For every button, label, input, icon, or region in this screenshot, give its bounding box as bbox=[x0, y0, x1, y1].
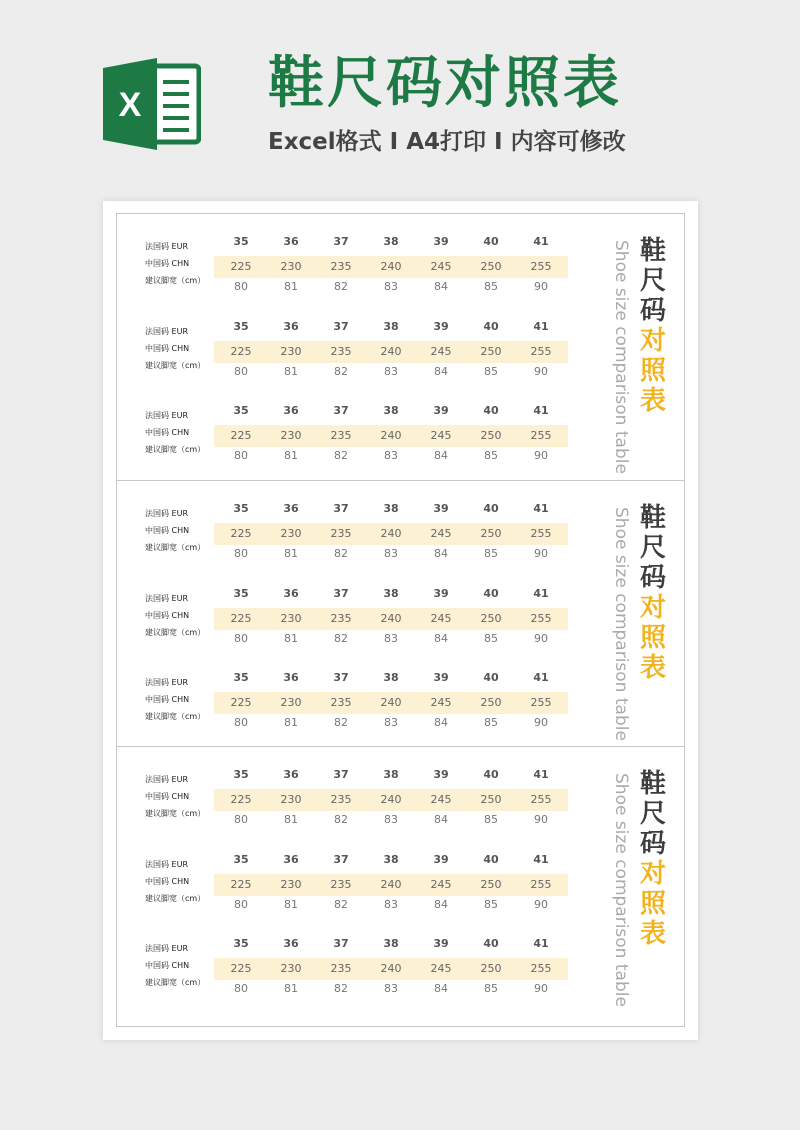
row-label: 建议脚宽（cm） bbox=[145, 712, 206, 721]
chart-section bbox=[117, 480, 684, 745]
size-cell: 230 bbox=[280, 345, 302, 358]
size-cell: 39 bbox=[433, 587, 449, 600]
size-cell: 80 bbox=[234, 982, 248, 995]
size-cell: 35 bbox=[233, 853, 249, 866]
size-cell: 255 bbox=[530, 429, 552, 442]
size-cell: 230 bbox=[280, 260, 302, 273]
row-label: 法国码 EUR bbox=[145, 327, 189, 336]
row-label: 中国码 CHN bbox=[145, 428, 190, 437]
side-title-char: 码 bbox=[639, 563, 666, 593]
size-cell: 38 bbox=[383, 320, 399, 333]
row-label: 建议脚宽（cm） bbox=[145, 978, 206, 987]
size-cell: 80 bbox=[234, 547, 248, 560]
size-cell: 37 bbox=[333, 320, 349, 333]
size-cell: 250 bbox=[480, 612, 502, 625]
size-cell: 37 bbox=[333, 853, 349, 866]
size-cell: 84 bbox=[434, 898, 448, 911]
size-cell: 35 bbox=[233, 937, 249, 950]
size-cell: 240 bbox=[380, 527, 402, 540]
row-label: 建议脚宽（cm） bbox=[145, 809, 206, 818]
size-cell: 250 bbox=[480, 793, 502, 806]
size-cell: 82 bbox=[334, 716, 348, 729]
size-cell: 81 bbox=[284, 365, 298, 378]
size-cell: 35 bbox=[233, 587, 249, 600]
size-cell: 240 bbox=[380, 878, 402, 891]
size-cell: 225 bbox=[230, 260, 252, 273]
size-cell: 35 bbox=[233, 502, 249, 515]
size-cell: 83 bbox=[384, 898, 398, 911]
size-cell: 90 bbox=[534, 982, 548, 995]
size-cell: 80 bbox=[234, 716, 248, 729]
size-cell: 235 bbox=[330, 612, 352, 625]
size-cell: 39 bbox=[433, 320, 449, 333]
size-cell: 39 bbox=[433, 671, 449, 684]
size-cell: 41 bbox=[533, 853, 549, 866]
size-cell: 81 bbox=[284, 280, 298, 293]
subtitle-editable: 内容可修改 bbox=[510, 129, 626, 155]
size-cell: 41 bbox=[533, 502, 549, 515]
row-label: 法国码 EUR bbox=[145, 594, 189, 603]
size-cell: 80 bbox=[234, 898, 248, 911]
size-cell: 80 bbox=[234, 449, 248, 462]
chart-section bbox=[117, 214, 684, 479]
size-cell: 245 bbox=[430, 962, 452, 975]
subtitle-separator: I bbox=[494, 129, 503, 155]
size-cell: 80 bbox=[234, 280, 248, 293]
size-cell: 230 bbox=[280, 429, 302, 442]
size-cell: 81 bbox=[284, 898, 298, 911]
excel-icon bbox=[103, 58, 201, 150]
page-subtitle bbox=[268, 126, 626, 158]
size-cell: 80 bbox=[234, 813, 248, 826]
size-cell: 255 bbox=[530, 696, 552, 709]
row-label: 中国码 CHN bbox=[145, 792, 190, 801]
size-cell: 39 bbox=[433, 235, 449, 248]
size-cell: 80 bbox=[234, 365, 248, 378]
side-title-char: 表 bbox=[639, 386, 666, 416]
size-cell: 83 bbox=[384, 982, 398, 995]
size-cell: 37 bbox=[333, 404, 349, 417]
side-title-char: 鞋 bbox=[639, 503, 666, 533]
size-cell: 235 bbox=[330, 962, 352, 975]
size-cell: 82 bbox=[334, 280, 348, 293]
size-cell: 36 bbox=[283, 768, 299, 781]
size-cell: 225 bbox=[230, 612, 252, 625]
size-cell: 81 bbox=[284, 547, 298, 560]
size-cell: 245 bbox=[430, 612, 452, 625]
size-cell: 37 bbox=[333, 235, 349, 248]
size-cell: 39 bbox=[433, 853, 449, 866]
size-cell: 83 bbox=[384, 813, 398, 826]
size-cell: 225 bbox=[230, 429, 252, 442]
size-cell: 255 bbox=[530, 260, 552, 273]
size-cell: 240 bbox=[380, 696, 402, 709]
side-title-char: 对 bbox=[639, 859, 666, 889]
size-cell: 85 bbox=[484, 898, 498, 911]
size-cell: 240 bbox=[380, 612, 402, 625]
size-cell: 245 bbox=[430, 429, 452, 442]
size-cell: 40 bbox=[483, 671, 499, 684]
size-cell: 41 bbox=[533, 404, 549, 417]
size-cell: 245 bbox=[430, 345, 452, 358]
side-title-char: 表 bbox=[639, 653, 666, 683]
size-cell: 41 bbox=[533, 768, 549, 781]
size-cell: 36 bbox=[283, 320, 299, 333]
size-cell: 250 bbox=[480, 962, 502, 975]
size-cell: 36 bbox=[283, 671, 299, 684]
size-cell: 83 bbox=[384, 280, 398, 293]
size-cell: 255 bbox=[530, 793, 552, 806]
size-cell: 40 bbox=[483, 768, 499, 781]
side-title-char: 尺 bbox=[639, 533, 666, 563]
row-label: 中国码 CHN bbox=[145, 961, 190, 970]
size-table bbox=[117, 850, 577, 920]
size-cell: 40 bbox=[483, 502, 499, 515]
size-cell: 85 bbox=[484, 280, 498, 293]
size-cell: 38 bbox=[383, 853, 399, 866]
size-cell: 84 bbox=[434, 547, 448, 560]
size-cell: 255 bbox=[530, 878, 552, 891]
size-cell: 37 bbox=[333, 502, 349, 515]
side-title-cn bbox=[637, 769, 669, 949]
size-table bbox=[117, 232, 577, 302]
size-cell: 250 bbox=[480, 429, 502, 442]
size-cell: 82 bbox=[334, 813, 348, 826]
size-table bbox=[117, 317, 577, 387]
side-title-char: 码 bbox=[639, 296, 666, 326]
size-cell: 81 bbox=[284, 632, 298, 645]
size-cell: 41 bbox=[533, 320, 549, 333]
size-cell: 255 bbox=[530, 612, 552, 625]
row-label: 建议脚宽（cm） bbox=[145, 361, 206, 370]
size-cell: 83 bbox=[384, 632, 398, 645]
document-sheet bbox=[103, 201, 698, 1040]
size-cell: 85 bbox=[484, 632, 498, 645]
size-cell: 90 bbox=[534, 449, 548, 462]
size-cell: 35 bbox=[233, 768, 249, 781]
size-cell: 225 bbox=[230, 878, 252, 891]
size-cell: 90 bbox=[534, 632, 548, 645]
size-table bbox=[117, 401, 577, 471]
side-title-char: 对 bbox=[639, 593, 666, 623]
size-cell: 245 bbox=[430, 696, 452, 709]
row-label: 中国码 CHN bbox=[145, 877, 190, 886]
size-cell: 83 bbox=[384, 449, 398, 462]
size-cell: 40 bbox=[483, 853, 499, 866]
side-title-char: 照 bbox=[639, 356, 666, 386]
size-cell: 39 bbox=[433, 937, 449, 950]
size-cell: 35 bbox=[233, 404, 249, 417]
size-cell: 85 bbox=[484, 449, 498, 462]
size-table bbox=[117, 765, 577, 835]
size-table bbox=[117, 934, 577, 1004]
size-cell: 40 bbox=[483, 320, 499, 333]
side-title-char: 尺 bbox=[639, 266, 666, 296]
row-label: 法国码 EUR bbox=[145, 242, 189, 251]
size-cell: 84 bbox=[434, 813, 448, 826]
size-cell: 36 bbox=[283, 502, 299, 515]
size-cell: 230 bbox=[280, 527, 302, 540]
size-cell: 37 bbox=[333, 768, 349, 781]
size-cell: 250 bbox=[480, 345, 502, 358]
size-table bbox=[117, 584, 577, 654]
side-title-en: Shoe size comparison table bbox=[611, 773, 631, 1007]
size-cell: 245 bbox=[430, 527, 452, 540]
size-cell: 82 bbox=[334, 449, 348, 462]
size-cell: 235 bbox=[330, 793, 352, 806]
size-cell: 39 bbox=[433, 502, 449, 515]
size-cell: 230 bbox=[280, 612, 302, 625]
row-label: 建议脚宽（cm） bbox=[145, 894, 206, 903]
page-title: 鞋尺码对照表 bbox=[268, 51, 622, 116]
side-title-cn bbox=[637, 503, 669, 683]
size-table bbox=[117, 499, 577, 569]
size-cell: 83 bbox=[384, 547, 398, 560]
side-title-char: 尺 bbox=[639, 799, 666, 829]
size-cell: 235 bbox=[330, 878, 352, 891]
size-cell: 38 bbox=[383, 671, 399, 684]
size-chart-frame bbox=[116, 213, 685, 1027]
size-cell: 81 bbox=[284, 982, 298, 995]
size-cell: 40 bbox=[483, 404, 499, 417]
size-cell: 250 bbox=[480, 260, 502, 273]
subtitle-separator: I bbox=[389, 129, 399, 155]
size-cell: 255 bbox=[530, 345, 552, 358]
size-cell: 36 bbox=[283, 853, 299, 866]
size-cell: 40 bbox=[483, 937, 499, 950]
size-cell: 245 bbox=[430, 793, 452, 806]
row-label: 法国码 EUR bbox=[145, 944, 189, 953]
side-title-char: 鞋 bbox=[639, 769, 666, 799]
size-cell: 82 bbox=[334, 547, 348, 560]
size-cell: 225 bbox=[230, 793, 252, 806]
size-cell: 240 bbox=[380, 429, 402, 442]
side-title-char: 照 bbox=[639, 623, 666, 653]
excel-logo-letter: X bbox=[118, 86, 142, 124]
size-table bbox=[117, 668, 577, 738]
size-cell: 230 bbox=[280, 793, 302, 806]
row-label: 法国码 EUR bbox=[145, 775, 189, 784]
size-cell: 80 bbox=[234, 632, 248, 645]
size-cell: 85 bbox=[484, 365, 498, 378]
size-cell: 81 bbox=[284, 813, 298, 826]
row-label: 法国码 EUR bbox=[145, 678, 189, 687]
side-title-char: 码 bbox=[639, 829, 666, 859]
row-label: 中国码 CHN bbox=[145, 259, 190, 268]
size-cell: 84 bbox=[434, 982, 448, 995]
size-cell: 85 bbox=[484, 547, 498, 560]
size-cell: 250 bbox=[480, 527, 502, 540]
subtitle-print: A4打印 bbox=[406, 129, 487, 155]
size-cell: 225 bbox=[230, 527, 252, 540]
size-cell: 84 bbox=[434, 716, 448, 729]
page-header bbox=[0, 0, 800, 200]
row-label: 法国码 EUR bbox=[145, 860, 189, 869]
size-cell: 40 bbox=[483, 587, 499, 600]
size-cell: 38 bbox=[383, 587, 399, 600]
size-cell: 240 bbox=[380, 260, 402, 273]
row-label: 法国码 EUR bbox=[145, 509, 189, 518]
size-cell: 81 bbox=[284, 449, 298, 462]
size-cell: 41 bbox=[533, 235, 549, 248]
size-cell: 82 bbox=[334, 982, 348, 995]
size-cell: 38 bbox=[383, 235, 399, 248]
size-cell: 82 bbox=[334, 898, 348, 911]
size-cell: 240 bbox=[380, 793, 402, 806]
size-cell: 37 bbox=[333, 937, 349, 950]
size-cell: 235 bbox=[330, 696, 352, 709]
size-cell: 35 bbox=[233, 320, 249, 333]
size-cell: 37 bbox=[333, 587, 349, 600]
size-cell: 81 bbox=[284, 716, 298, 729]
size-cell: 250 bbox=[480, 878, 502, 891]
size-cell: 38 bbox=[383, 937, 399, 950]
size-cell: 38 bbox=[383, 502, 399, 515]
size-cell: 35 bbox=[233, 235, 249, 248]
side-title-en: Shoe size comparison table bbox=[611, 507, 631, 741]
size-cell: 84 bbox=[434, 632, 448, 645]
row-label: 法国码 EUR bbox=[145, 411, 189, 420]
row-label: 建议脚宽（cm） bbox=[145, 628, 206, 637]
size-cell: 38 bbox=[383, 768, 399, 781]
row-label: 建议脚宽（cm） bbox=[145, 445, 206, 454]
row-label: 中国码 CHN bbox=[145, 611, 190, 620]
size-cell: 225 bbox=[230, 696, 252, 709]
size-cell: 38 bbox=[383, 404, 399, 417]
size-cell: 39 bbox=[433, 404, 449, 417]
size-cell: 41 bbox=[533, 587, 549, 600]
size-cell: 82 bbox=[334, 365, 348, 378]
row-label: 建议脚宽（cm） bbox=[145, 543, 206, 552]
size-cell: 35 bbox=[233, 671, 249, 684]
size-cell: 36 bbox=[283, 937, 299, 950]
size-cell: 235 bbox=[330, 345, 352, 358]
size-cell: 84 bbox=[434, 280, 448, 293]
size-cell: 82 bbox=[334, 632, 348, 645]
size-cell: 40 bbox=[483, 235, 499, 248]
size-cell: 36 bbox=[283, 235, 299, 248]
row-label: 建议脚宽（cm） bbox=[145, 276, 206, 285]
size-cell: 245 bbox=[430, 260, 452, 273]
size-cell: 90 bbox=[534, 716, 548, 729]
size-cell: 83 bbox=[384, 716, 398, 729]
size-cell: 235 bbox=[330, 429, 352, 442]
size-cell: 240 bbox=[380, 345, 402, 358]
side-title-en: Shoe size comparison table bbox=[611, 240, 631, 474]
size-cell: 36 bbox=[283, 404, 299, 417]
size-cell: 85 bbox=[484, 813, 498, 826]
size-cell: 90 bbox=[534, 365, 548, 378]
size-cell: 90 bbox=[534, 813, 548, 826]
side-title-char: 照 bbox=[639, 889, 666, 919]
size-cell: 250 bbox=[480, 696, 502, 709]
size-cell: 36 bbox=[283, 587, 299, 600]
subtitle-format: Excel格式 bbox=[268, 129, 382, 155]
size-cell: 225 bbox=[230, 345, 252, 358]
size-cell: 90 bbox=[534, 280, 548, 293]
size-cell: 235 bbox=[330, 527, 352, 540]
side-title-cn bbox=[637, 236, 669, 416]
size-cell: 225 bbox=[230, 962, 252, 975]
size-cell: 83 bbox=[384, 365, 398, 378]
size-cell: 230 bbox=[280, 696, 302, 709]
size-cell: 230 bbox=[280, 878, 302, 891]
size-cell: 255 bbox=[530, 527, 552, 540]
size-cell: 41 bbox=[533, 937, 549, 950]
size-cell: 235 bbox=[330, 260, 352, 273]
size-cell: 255 bbox=[530, 962, 552, 975]
size-cell: 245 bbox=[430, 878, 452, 891]
size-cell: 41 bbox=[533, 671, 549, 684]
chart-section bbox=[117, 746, 684, 1011]
size-cell: 85 bbox=[484, 716, 498, 729]
size-cell: 230 bbox=[280, 962, 302, 975]
size-cell: 84 bbox=[434, 449, 448, 462]
side-title-char: 对 bbox=[639, 326, 666, 356]
size-cell: 84 bbox=[434, 365, 448, 378]
side-title-char: 鞋 bbox=[639, 236, 666, 266]
size-cell: 37 bbox=[333, 671, 349, 684]
size-cell: 85 bbox=[484, 982, 498, 995]
size-cell: 90 bbox=[534, 898, 548, 911]
row-label: 中国码 CHN bbox=[145, 695, 190, 704]
side-title-char: 表 bbox=[639, 919, 666, 949]
size-cell: 240 bbox=[380, 962, 402, 975]
size-cell: 39 bbox=[433, 768, 449, 781]
row-label: 中国码 CHN bbox=[145, 526, 190, 535]
size-cell: 90 bbox=[534, 547, 548, 560]
row-label: 中国码 CHN bbox=[145, 344, 190, 353]
